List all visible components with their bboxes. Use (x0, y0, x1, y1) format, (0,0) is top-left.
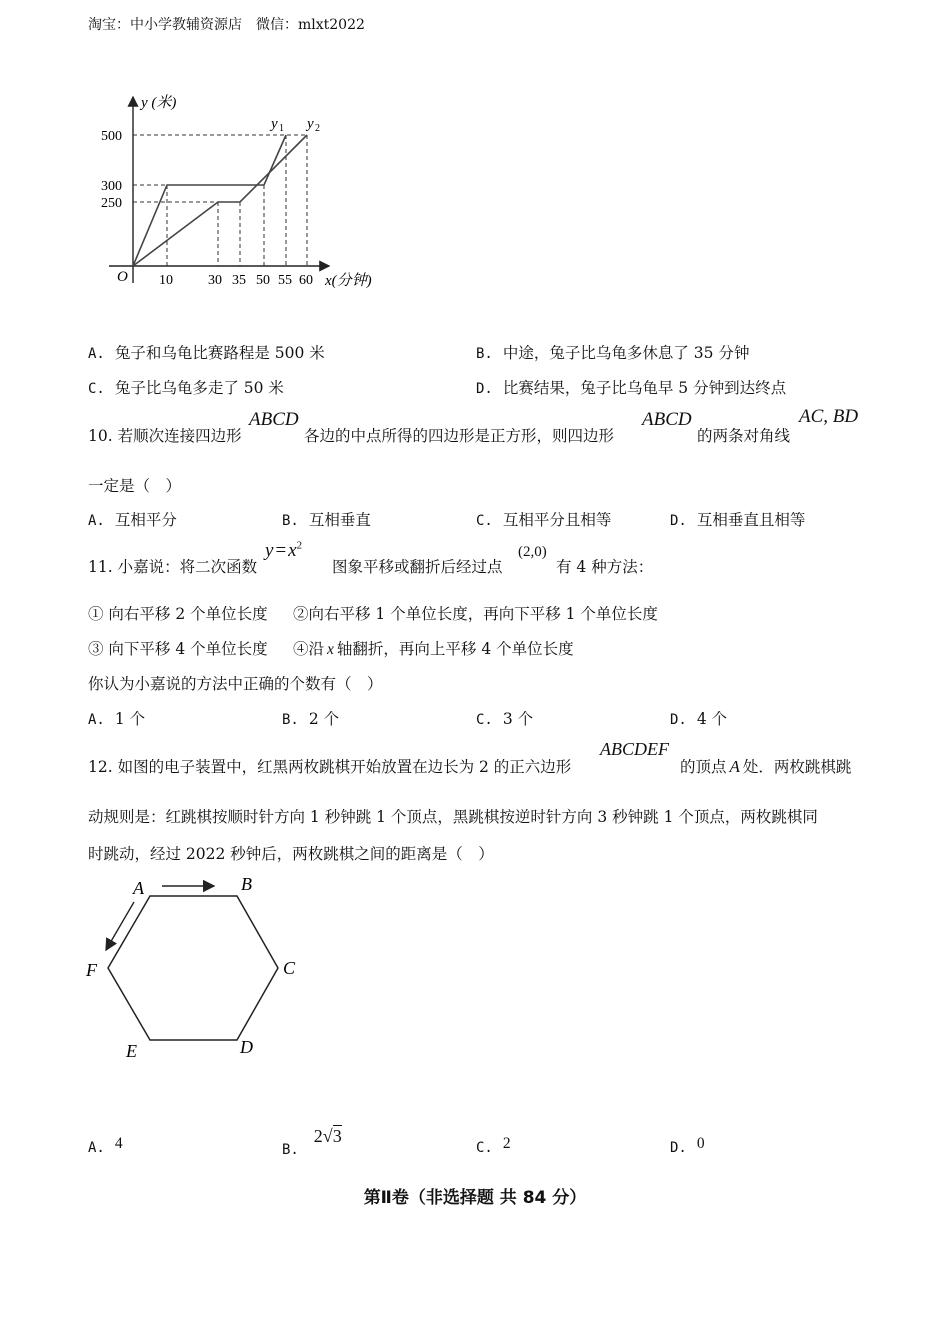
y-tick-300: 300 (101, 179, 122, 194)
q10-stem-part2: 各边的中点所得的四边形是正方形，则四边形 (304, 427, 615, 445)
hexagon-figure (80, 868, 320, 1068)
q10-option-c[interactable]: C. 互相平分且相等 (476, 511, 612, 529)
q11-method-4: ④沿 x 轴翻折，再向上平移 4 个单位长度 (293, 640, 574, 658)
sqrt-icon: √ (322, 1126, 333, 1146)
vertex-label-c: C (283, 958, 296, 978)
x-axis-label: x(分钟) (325, 273, 372, 289)
q9-option-d[interactable]: D. 比赛结果，兔子比乌龟早 5 分钟到达终点 (476, 379, 787, 397)
q10-stem-line2: 一定是（ ） (88, 477, 182, 495)
vertex-label-d: D (240, 1037, 253, 1057)
q11-option-b[interactable]: B. 2 个 (282, 710, 340, 728)
section-title: 第Ⅱ卷（非选择题 共 84 分） (363, 1188, 587, 1208)
q11-stem-part3: 有 4 种方法： (556, 558, 654, 576)
vertex-label-e: E (126, 1041, 137, 1061)
q11-question: 你认为小嘉说的方法中正确的个数有（ ） (88, 675, 383, 693)
series-y2-line (133, 135, 307, 266)
counterclockwise-arrow (106, 902, 134, 950)
q12-option-c[interactable]: C. 2 (476, 1135, 511, 1156)
y-axis-label: y (米) (141, 95, 177, 111)
vertex-label-f: F (86, 960, 97, 980)
x-tick-10: 10 (159, 273, 173, 288)
x-tick-35: 35 (232, 273, 246, 288)
q10-math-abcd-1: ABCD (249, 409, 299, 430)
q11-method-1: ① 向右平移 2 个单位长度 (88, 605, 268, 623)
hexagon-shape (108, 896, 278, 1040)
q11-function: $y = x^2$ (265, 539, 303, 561)
series-y2-sub: 2 (315, 123, 320, 134)
q11-option-a[interactable]: A. 1 个 (88, 710, 146, 728)
q10-option-b[interactable]: B. 互相垂直 (282, 511, 371, 529)
page-header: 淘宝：中小学教辅资源店 微信：mlxt2022 (88, 17, 365, 33)
x-tick-30: 30 (208, 273, 222, 288)
x-tick-50: 50 (256, 273, 270, 288)
q9-option-a[interactable]: A. 兔子和乌龟比赛路程是 500 米 (88, 344, 325, 362)
series-y1-sub: 1 (279, 123, 284, 134)
q12-math-hexagon: ABCDEF (600, 739, 669, 759)
series-y1-line (133, 135, 286, 266)
q10-stem-part1: 10. 若顺次连接四边形 (88, 427, 242, 445)
y-tick-500: 500 (101, 129, 122, 144)
series-y2-label: y (307, 116, 314, 132)
vertex-label-b: B (241, 874, 252, 894)
series-y1-label: y (271, 116, 278, 132)
q12-stem-part2: 的顶点 A 处．两枚跳棋跳 (680, 757, 852, 776)
q12-option-b[interactable]: B. 2√3 (282, 1126, 342, 1158)
q12-option-d[interactable]: D. 0 (670, 1135, 705, 1156)
q11-option-c[interactable]: C. 3 个 (476, 710, 534, 728)
q11-option-d[interactable]: D. 4 个 (670, 710, 728, 728)
q10-stem-part3: 的两条对角线 (697, 427, 791, 445)
q11-method-2: ②向右平移 1 个单位长度，再向下平移 1 个单位长度 (293, 605, 658, 623)
q12-option-a[interactable]: A. 4 (88, 1135, 123, 1156)
origin-label: O (117, 269, 128, 285)
q11-stem-part2: 图象平移或翻折后经过点 (332, 558, 503, 576)
q10-option-a[interactable]: A. 互相平分 (88, 511, 177, 529)
q12-stem-part1: 12. 如图的电子装置中，红黑两枚跳棋开始放置在边长为 2 的正六边形 (88, 758, 572, 776)
q11-stem-part1: 11. 小嘉说：将二次函数 (88, 558, 258, 576)
vertex-label-a: A (133, 878, 144, 898)
distance-time-graph (95, 85, 405, 300)
q10-math-abcd-2: ABCD (642, 409, 692, 430)
q9-option-c[interactable]: C. 兔子比乌龟多走了 50 米 (88, 379, 284, 397)
q11-point: (2,0) (518, 544, 547, 560)
q10-option-d[interactable]: D. 互相垂直且相等 (670, 511, 806, 529)
y-tick-250: 250 (101, 196, 122, 211)
q9-option-b[interactable]: B. 中途，兔子比乌龟多休息了 35 分钟 (476, 344, 750, 362)
x-tick-55: 55 (278, 273, 292, 288)
q12-stem-line2: 动规则是：红跳棋按顺时针方向 1 秒钟跳 1 个顶点，黑跳棋按逆时针方向 3 秒钟跳 1 个顶点，两枚跳棋同 (88, 808, 818, 826)
q11-method-3: ③ 向下平移 4 个单位长度 (88, 640, 268, 658)
q10-math-diagonals: AC, BD (799, 406, 859, 427)
q12-stem-line3: 时跳动，经过 2022 秒钟后，两枚跳棋之间的距离是（ ） (88, 845, 494, 863)
x-tick-60: 60 (299, 273, 313, 288)
